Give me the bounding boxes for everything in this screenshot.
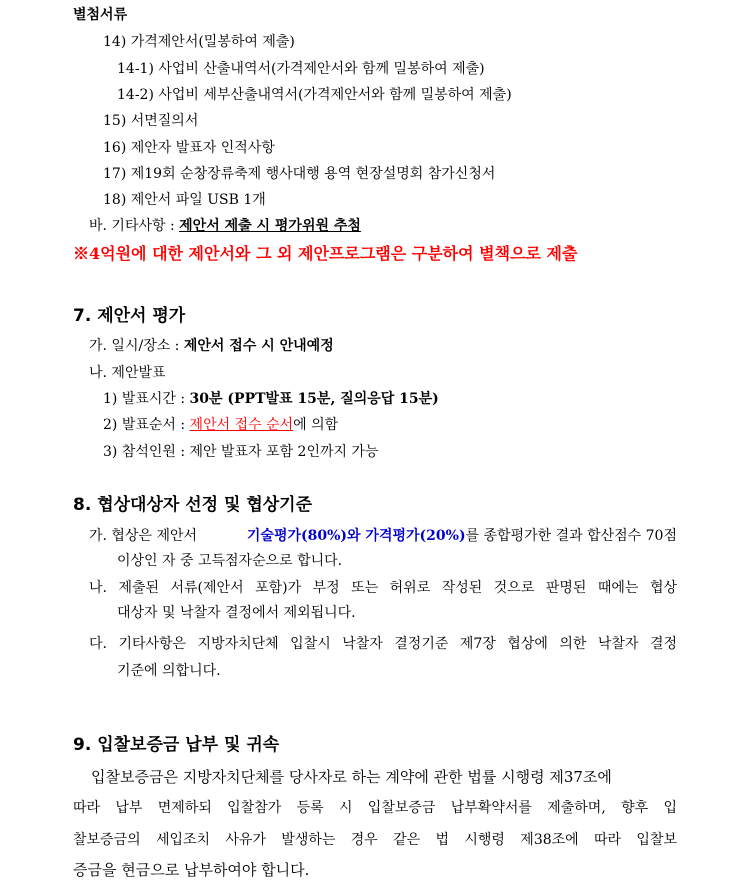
section8-item-c-line2: 기준에 의합니다. [117, 663, 221, 679]
section9-paragraph-line4: 증금을 현금으로 납부하여야 합니다. [73, 861, 310, 879]
section9-paragraph-line1: 입찰보증금은 지방자치단체를 당사자로 하는 계약에 관한 법률 시행령 제37조에 [91, 768, 612, 786]
section8-item-a-line2: 이상인 자 중 고득점자순으로 합니다. [117, 553, 343, 569]
attachment-item-14: 14) 가격제안서(밀봉하여 제출) [103, 34, 295, 50]
section9-paragraph-line3: 찰보증금의 세입조치 사유가 발생하는 경우 같은 법 시행령 제38조에 따라 입찰보 [73, 832, 677, 848]
section9-heading: 9. 입찰보증금 납부 및 귀속 [73, 735, 280, 755]
section7-item-a-value: 제안서 접수 시 안내예정 [183, 338, 334, 354]
attachment-item-14-1: 14-1) 사업비 산출내역서(가격제안서와 함께 밀봉하여 제출) [117, 61, 485, 77]
section7-heading: 7. 제안서 평가 [73, 306, 186, 326]
presentation-time-value: 30분 (PPT발표 15분, 질의응답 15분) [189, 391, 439, 407]
section9-paragraph-line2: 따라 납부 면제하되 입찰참가 등록 시 입찰보증금 납부확약서를 제출하며, 향후 입 [73, 800, 677, 816]
section8-item-b-line2: 대상자 및 낙찰자 결정에서 제외됩니다. [117, 605, 356, 621]
section8-item-a-line1 [89, 527, 677, 545]
section8-item-c-line1: 다. 기타사항은 지방자치단체 입찰시 낙찰자 결정기준 제7장 협상에 의한 낙찰자 결정 [89, 636, 677, 652]
presentation-order-label: 2) 발표순서 : [103, 417, 190, 433]
attendees: 3) 참석인원 : 제안 발표자 포함 2인까지 가능 [103, 444, 379, 460]
attachment-item-17: 17) 제19회 순창장류축제 행사대행 용역 현장설명회 참가신청서 [103, 166, 496, 182]
section8-item-a-prefix: 가. 협상은 제안서 [89, 528, 198, 544]
separate-volume-notice: ※4억원에 대한 제안서와 그 외 제안프로그램은 구분하여 별책으로 제출 [73, 244, 578, 263]
section8-item-a-suffix: 를 종합평가한 결과 합산점수 70점 [465, 528, 677, 544]
presentation-order-value: 제안서 접수 순서 [189, 417, 294, 433]
section8-heading: 8. 협상대상자 선정 및 협상기준 [73, 495, 313, 515]
evaluation-weights: 기술평가(80%)와 가격평가(20%) [246, 528, 466, 544]
section7-item-a [89, 337, 334, 355]
other-matters-value: 제안서 제출 시 평가위원 추첨 [179, 218, 361, 234]
attachment-item-16: 16) 제안자 발표자 인적사항 [103, 140, 275, 156]
section7-item-a-label: 가. 일시/장소 : [89, 338, 184, 354]
presentation-time-label: 1) 발표시간 : [103, 391, 190, 407]
attachment-item-15: 15) 서면질의서 [103, 113, 199, 129]
attachments-title: 별첨서류 [73, 7, 128, 23]
section7-item-b: 나. 제안발표 [89, 365, 166, 381]
other-matters-label: 바. 기타사항 : [89, 218, 180, 234]
presentation-time [103, 390, 439, 408]
presentation-order [103, 416, 338, 434]
other-matters [89, 217, 361, 235]
attachment-item-18: 18) 제안서 파일 USB 1개 [103, 192, 266, 208]
presentation-order-suffix: 에 의함 [293, 417, 339, 433]
attachment-item-14-2: 14-2) 사업비 세부산출내역서(가격제안서와 함께 밀봉하여 제출) [117, 87, 512, 103]
section8-item-b-line1: 나. 제출된 서류(제안서 포함)가 부정 또는 허위로 작성된 것으로 판명된 때에는 협상 [89, 580, 677, 596]
